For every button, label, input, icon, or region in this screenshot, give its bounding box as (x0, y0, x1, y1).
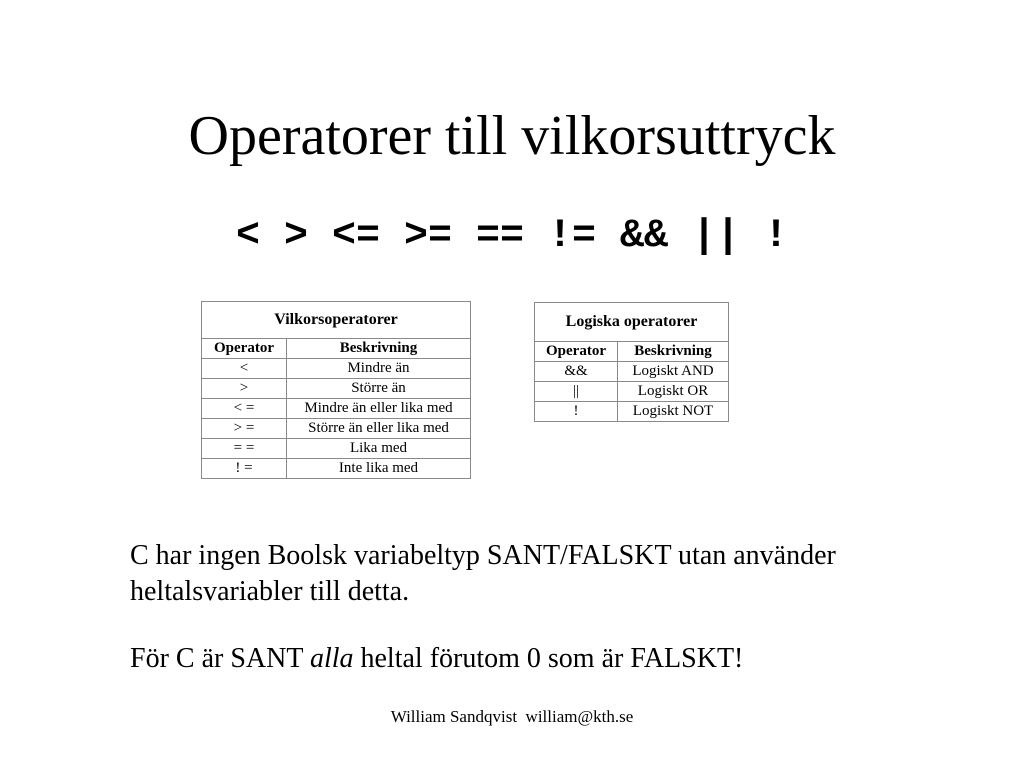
operator-cell: || (535, 382, 618, 402)
description-cell: Större än eller lika med (287, 419, 471, 439)
operator-cell: ! = (202, 459, 287, 479)
description-cell: Större än (287, 379, 471, 399)
operators-line: < > <= >= == != && || ! (235, 214, 789, 259)
table-row (202, 399, 471, 419)
logical-operators-table (534, 302, 729, 422)
table-row (535, 402, 729, 422)
table-row (202, 359, 471, 379)
description-cell: Inte lika med (287, 459, 471, 479)
slide-title: Operatorer till vilkorsuttryck (188, 105, 836, 167)
column-header-description: Beskrivning (287, 339, 471, 359)
description-cell: Logiskt AND (618, 362, 729, 382)
conditional-operators-table (201, 301, 471, 479)
operator-cell: = = (202, 439, 287, 459)
boolean-explanation-text: C har ingen Boolsk variabeltyp SANT/FALSKT utan använder heltalsvariabler till detta. (130, 540, 836, 607)
table-row (535, 362, 729, 382)
operator-cell: > = (202, 419, 287, 439)
table-row (202, 459, 471, 479)
table-row (202, 419, 471, 439)
footer-author: William Sandqvist william@kth.se (390, 707, 634, 726)
description-cell: Mindre än (287, 359, 471, 379)
operator-cell: < = (202, 399, 287, 419)
operator-cell: < (202, 359, 287, 379)
column-header-operator: Operator (535, 342, 618, 362)
truth-rule-before: För C är SANT (130, 643, 310, 674)
truth-rule-after: heltal förutom 0 som är FALSKT! (353, 643, 744, 674)
description-cell: Lika med (287, 439, 471, 459)
truth-rule-text (130, 641, 930, 677)
description-cell: Logiskt NOT (618, 402, 729, 422)
operator-cell: > (202, 379, 287, 399)
table-caption: Logiska operatorer (535, 303, 729, 342)
operator-cell: ! (535, 402, 618, 422)
column-header-operator: Operator (202, 339, 287, 359)
column-header-description: Beskrivning (618, 342, 729, 362)
table-caption: Vilkorsoperatorer (202, 302, 471, 339)
description-cell: Mindre än eller lika med (287, 399, 471, 419)
table-row (535, 382, 729, 402)
table-row (202, 439, 471, 459)
truth-rule-emphasis: alla (309, 643, 354, 674)
operator-cell: && (535, 362, 618, 382)
description-cell: Logiskt OR (618, 382, 729, 402)
table-row (202, 379, 471, 399)
